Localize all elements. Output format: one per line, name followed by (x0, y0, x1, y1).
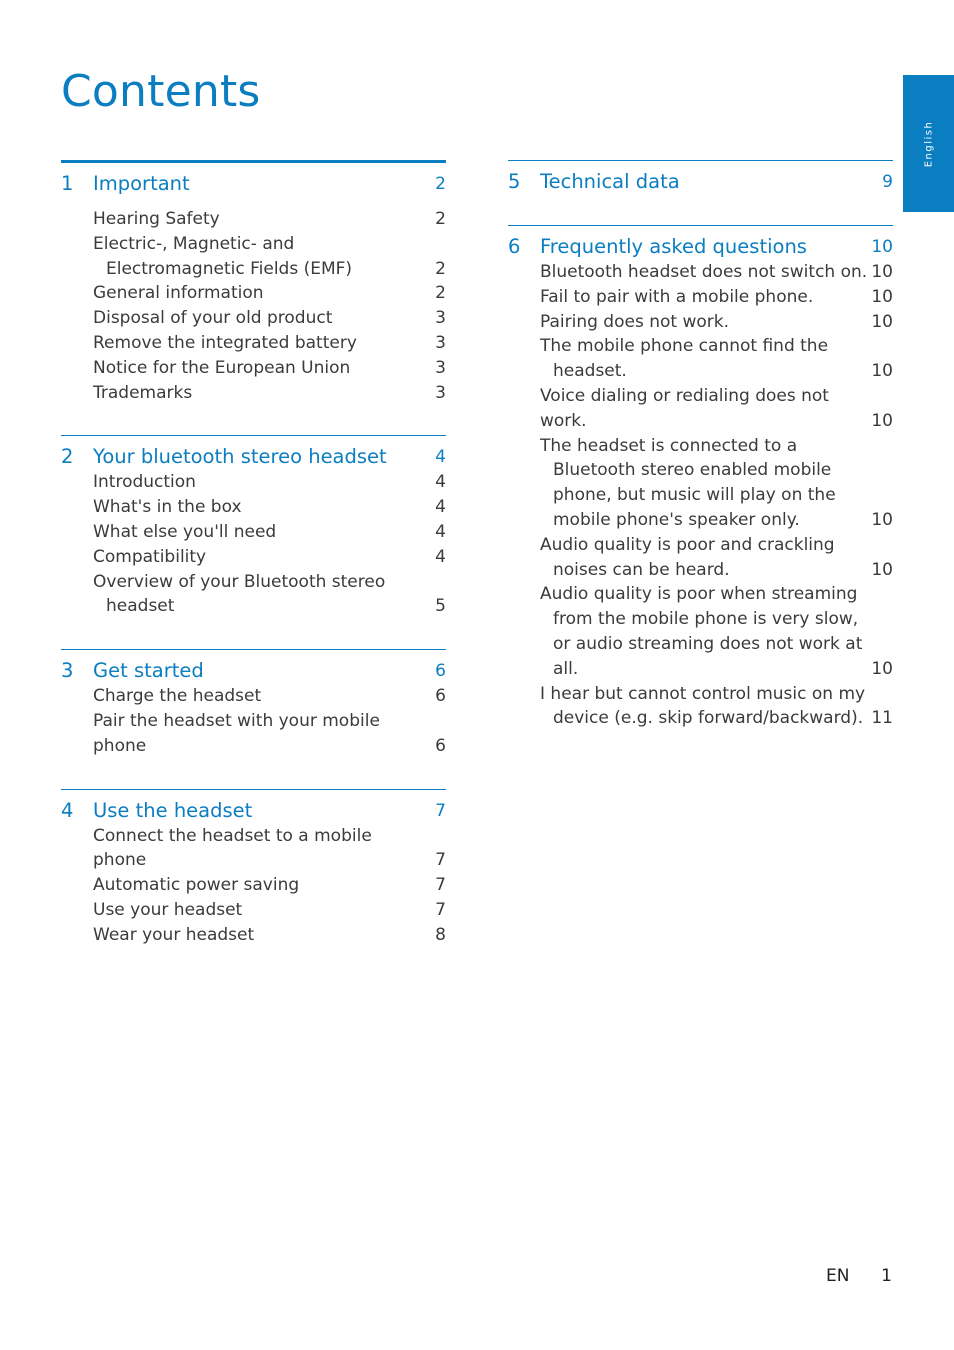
toc-entry-line: phone, but music will play on the (553, 485, 836, 506)
toc-entry-link[interactable] (61, 898, 446, 923)
toc-entry-page-number: 10 (871, 286, 893, 307)
toc-entry-line: I hear but cannot control music on my (540, 683, 866, 704)
toc-entry-text (540, 682, 871, 732)
toc-entry-line: Bluetooth stereo enabled mobile (553, 460, 832, 481)
toc-entry-link[interactable] (61, 381, 446, 406)
toc-entry-page-number: 10 (871, 311, 893, 332)
toc-entry-text (540, 434, 871, 533)
toc-entry-text (93, 520, 426, 545)
toc-entry-text (540, 582, 871, 681)
language-tab (903, 75, 954, 212)
section-number: 3 (61, 659, 74, 683)
toc-entry-text (93, 873, 426, 898)
toc-entry-text (93, 495, 426, 520)
toc-entry-text (93, 232, 426, 282)
toc-entry-line: The mobile phone cannot find the (540, 336, 829, 357)
toc-entry-page-number: 2 (435, 258, 446, 279)
toc-entry-line: Compatibility (93, 546, 207, 567)
toc-entry-text (93, 898, 426, 923)
section-heading-link[interactable] (61, 658, 446, 684)
toc-entry-page-number: 5 (435, 596, 446, 617)
toc-entry-line: Overview of your Bluetooth stereo (93, 571, 386, 592)
toc-entry-link[interactable] (61, 684, 446, 709)
toc-section (61, 649, 446, 758)
toc-entry-page-number: 11 (871, 708, 893, 729)
toc-entry-page-number: 3 (435, 332, 446, 353)
language-tab-label: English (923, 120, 934, 167)
toc-entry-text (540, 384, 871, 434)
toc-entry-text (93, 545, 426, 570)
toc-section (61, 435, 446, 619)
toc-entry-text (93, 281, 426, 306)
toc-entry-text (93, 306, 426, 331)
toc-entry-text (93, 709, 426, 759)
section-heading-link[interactable] (61, 798, 446, 824)
section-number: 6 (508, 235, 521, 258)
toc-entry-line: headset (106, 596, 175, 617)
toc-entry-text (93, 470, 426, 495)
section-heading-link[interactable] (61, 171, 446, 197)
section-number: 1 (61, 172, 74, 195)
toc-entry-text (93, 923, 426, 948)
toc-entry-line: Introduction (93, 472, 196, 493)
page-title: Contents (61, 66, 261, 117)
toc-entry-link[interactable] (61, 470, 446, 495)
toc-entry-link[interactable] (61, 232, 446, 282)
toc-entry-line: device (e.g. skip forward/backward). (553, 708, 864, 729)
toc-entry-page-number: 2 (435, 209, 446, 229)
toc-entry-line: What's in the box (93, 497, 242, 518)
toc-entry-line: Pairing does not work. (540, 311, 730, 332)
toc-entry-page-number: 10 (871, 361, 893, 382)
toc-entry-text (93, 331, 426, 356)
toc-entry-link[interactable] (61, 570, 446, 620)
toc-entry-link[interactable] (61, 824, 446, 874)
toc-entry-link[interactable] (508, 334, 893, 384)
toc-entry-link[interactable] (61, 306, 446, 331)
toc-entry-line: Audio quality is poor and crackling (540, 534, 835, 555)
toc-left-column (61, 160, 446, 978)
toc-entry-text (540, 260, 871, 285)
toc-entry-text (93, 684, 426, 709)
toc-entry-line: or audio streaming does not work at all. (553, 633, 863, 679)
toc-entry-line: Wear your headset (93, 924, 255, 945)
toc-entry-page-number: 10 (871, 410, 893, 431)
toc-entry-text (93, 356, 426, 381)
section-title: Technical data (540, 170, 680, 193)
section-heading-link[interactable] (508, 234, 893, 260)
footer-page-number: 1 (881, 1266, 892, 1286)
toc-entry-line: Connect the headset to a mobile phone (93, 825, 372, 871)
toc-entry-text (540, 310, 871, 335)
section-title: Important (93, 172, 190, 195)
toc-entry-page-number: 2 (435, 283, 446, 304)
toc-entry-link[interactable] (508, 285, 893, 310)
toc-entry-text (540, 285, 871, 310)
toc-entry-page-number: 4 (435, 497, 446, 518)
toc-entry-page-number: 7 (435, 875, 446, 896)
toc-entry-line: from the mobile phone is very slow, (553, 609, 859, 630)
toc-entry-line: Electromagnetic Fields (EMF) (106, 258, 353, 279)
toc-entry-page-number: 10 (871, 262, 893, 282)
section-page-number: 6 (435, 661, 446, 682)
section-heading-link[interactable] (61, 444, 446, 470)
toc-entry-line: Pair the headset with your mobile phone (93, 710, 380, 756)
toc-entry-page-number: 3 (435, 382, 446, 403)
toc-entry-line: Automatic power saving (93, 875, 300, 896)
toc-entry-page-number: 4 (435, 472, 446, 493)
toc-entry-page-number: 3 (435, 308, 446, 329)
toc-entry-line: Audio quality is poor when streaming (540, 584, 858, 605)
toc-entry-page-number: 3 (435, 357, 446, 378)
toc-entry-link[interactable] (508, 682, 893, 732)
toc-entry-link[interactable] (508, 582, 893, 681)
toc-entry-link[interactable] (508, 260, 893, 285)
toc-section (508, 225, 893, 731)
toc-entry-text (93, 207, 426, 232)
toc-entry-page-number: 6 (435, 686, 446, 707)
toc-entry-link[interactable] (508, 384, 893, 434)
toc-entry-page-number: 6 (435, 735, 446, 756)
toc-entry-line: Notice for the European Union (93, 357, 351, 378)
toc-entry-line: Use your headset (93, 899, 243, 920)
toc-entry-page-number: 7 (435, 850, 446, 871)
toc-section (61, 160, 446, 405)
toc-entry-link[interactable] (61, 923, 446, 948)
toc-entry-link[interactable] (508, 533, 893, 583)
section-heading-link[interactable] (508, 169, 893, 195)
section-page-number: 2 (435, 174, 446, 194)
section-page-number: 9 (882, 172, 893, 192)
section-title: Get started (93, 659, 204, 683)
section-page-number: 4 (435, 447, 446, 468)
toc-entry-line: mobile phone's speaker only. (553, 509, 800, 530)
toc-entry-page-number: 10 (871, 658, 893, 679)
toc-entry-link[interactable] (61, 545, 446, 570)
toc-right-column (508, 160, 893, 761)
toc-entry-line: noises can be heard. (553, 559, 730, 580)
section-title: Your bluetooth stereo headset (93, 445, 387, 469)
toc-entry-page-number: 7 (435, 899, 446, 920)
toc-entry-line: Voice dialing or redialing does not work. (540, 385, 829, 431)
toc-entry-line: Trademarks (93, 382, 193, 403)
section-title: Frequently asked questions (540, 235, 807, 258)
toc-entry-line: headset. (553, 361, 627, 382)
toc-entry-link[interactable] (61, 281, 446, 306)
section-number: 5 (508, 170, 521, 193)
toc-entry-line: Electric-, Magnetic- and (93, 233, 295, 254)
toc-section (508, 160, 893, 195)
toc-entry-line: What else you'll need (93, 521, 277, 542)
toc-entry-link[interactable] (508, 310, 893, 335)
toc-entry-link[interactable] (508, 434, 893, 533)
toc-entry-page-number: 10 (871, 559, 893, 580)
section-number: 4 (61, 798, 74, 822)
toc-entry-link[interactable] (61, 520, 446, 545)
toc-entry-link[interactable] (61, 873, 446, 898)
section-page-number: 7 (435, 800, 446, 821)
toc-entry-link[interactable] (61, 709, 446, 759)
toc-entry-page-number: 4 (435, 521, 446, 542)
toc-entry-link[interactable] (61, 495, 446, 520)
toc-entry-text (93, 570, 426, 620)
toc-entry-text (93, 824, 426, 874)
section-page-number: 10 (871, 237, 893, 257)
section-number: 2 (61, 445, 74, 469)
toc-entry-text (540, 334, 871, 384)
toc-entry-page-number: 10 (871, 509, 893, 530)
toc-entry-line: Remove the integrated battery (93, 332, 357, 353)
toc-entry-line: Charge the headset (93, 686, 262, 707)
toc-entry-page-number: 4 (435, 546, 446, 567)
footer-language: EN (826, 1266, 850, 1286)
toc-entry-line: Disposal of your old product (93, 308, 333, 329)
toc-section (61, 789, 446, 948)
toc-entry-link[interactable] (61, 331, 446, 356)
toc-entry-link[interactable] (61, 207, 446, 232)
toc-entry-line: Bluetooth headset does not switch on. (540, 262, 868, 282)
toc-entry-line: Fail to pair with a mobile phone. (540, 286, 814, 307)
toc-entry-page-number: 8 (435, 924, 446, 945)
toc-entry-text (93, 381, 426, 406)
section-title: Use the headset (93, 798, 253, 822)
toc-entry-line: General information (93, 283, 264, 304)
page-footer (826, 1266, 892, 1286)
toc-entry-line: The headset is connected to a (540, 435, 798, 456)
toc-entry-link[interactable] (61, 356, 446, 381)
toc-entry-text (540, 533, 871, 583)
toc-entry-line: Hearing Safety (93, 209, 220, 229)
